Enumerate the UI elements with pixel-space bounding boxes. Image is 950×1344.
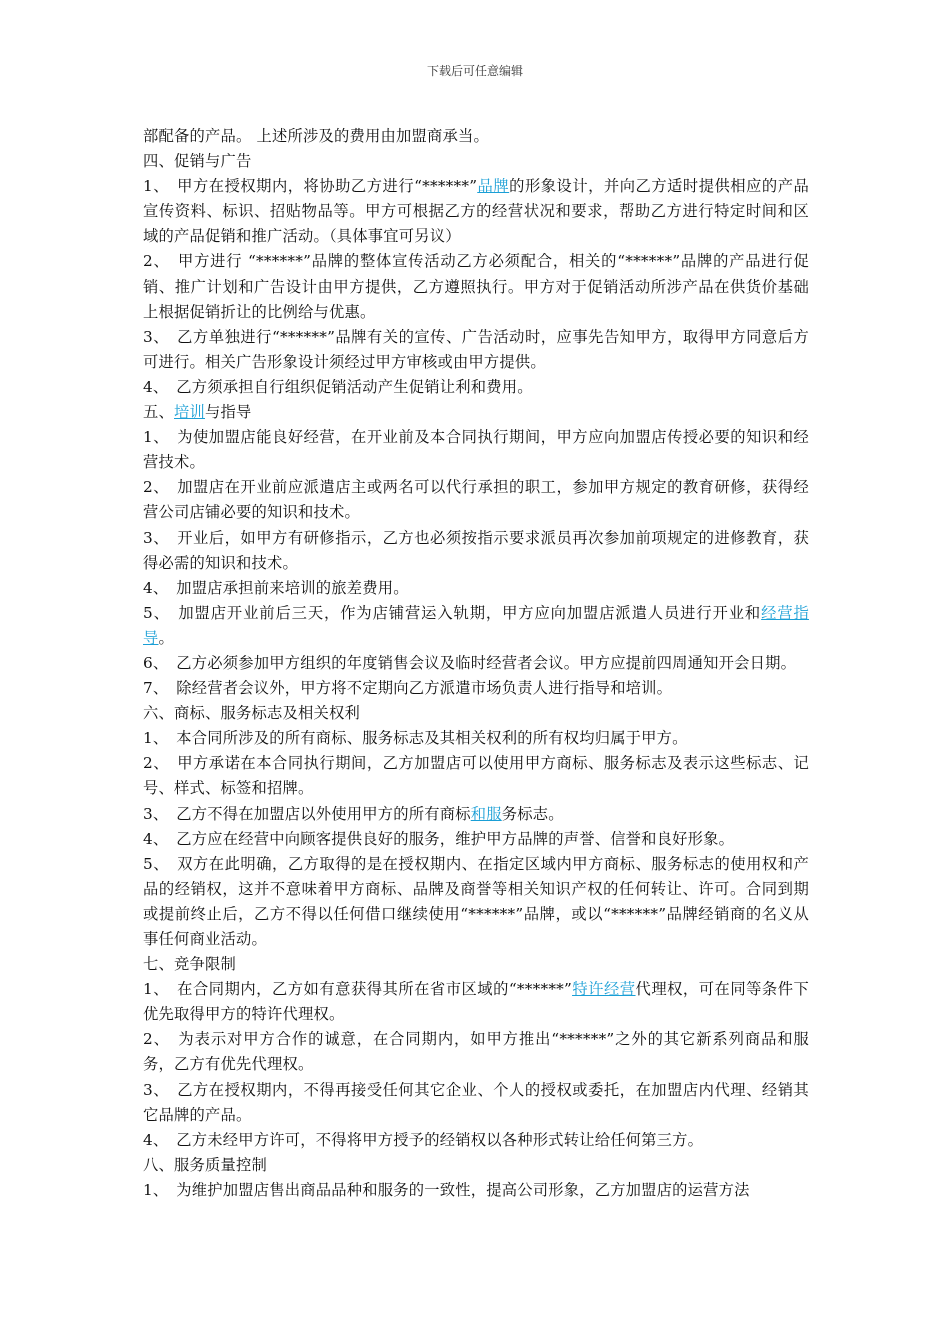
paragraph: [143, 701, 809, 726]
text-run: 6、 乙方必须参加甲方组织的年度销售会议及临时经营者会议。甲方应提前四周通知开会日期。: [143, 653, 797, 672]
text-run: 八、服务质量控制: [143, 1155, 267, 1174]
text-run: 与指导: [205, 403, 252, 422]
paragraph: [143, 174, 809, 249]
text-run: 1、 为使加盟店能良好经营，在开业前及本合同执行期间，甲方应向加盟店传授必要的知识和经营技术。: [143, 428, 809, 472]
text-run: 4、 乙方应在经营中向顾客提供良好的服务，维护甲方品牌的声誉、信誉和良好形象。: [143, 829, 735, 848]
text-run: 代理权，可在同等条件下优先取得甲方的特许代理权。: [143, 980, 810, 1024]
page-header: 下载后可任意编辑: [426, 64, 523, 78]
paragraph: [143, 827, 809, 852]
text-run: 五、: [143, 403, 174, 422]
text-run: 3、 乙方单独进行“******”品牌有关的宣传、广告活动时，应事先告知甲方，取得甲方同意后方可进行。相关广告形象设计须经过甲方审核或由甲方提供。: [143, 327, 809, 371]
paragraph: [143, 1128, 809, 1153]
text-run: 5、 双方在此明确，乙方取得的是在授权期内、在指定区域内甲方商标、服务标志的使用权和产品的经销权，这并不意味着甲方商标、品牌及商誉等相关知识产权的任何转让、许可。合同到期或提前终止后，乙方不得以任何借口继续使用“******”品牌，或以“******”品牌经销商的名义从事任何商业活动。: [143, 854, 809, 948]
text-run: 2、 为表示对甲方合作的诚意，在合同期内，如甲方推出“******”之外的其它新系列商品和服务，乙方有优先代理权。: [143, 1030, 809, 1074]
text-run: 四、促销与广告: [143, 152, 252, 171]
text-run: 1、 为维护加盟店售出商品品种和服务的一致性，提高公司形象，乙方加盟店的运营方法: [143, 1180, 750, 1199]
paragraph: [143, 952, 809, 977]
paragraph: [143, 475, 809, 525]
text-run: 4、 乙方须承担自行组织促销活动产生促销让利和费用。: [143, 377, 533, 396]
paragraph: [143, 1178, 809, 1203]
hyperlink[interactable]: 品牌: [477, 177, 510, 196]
paragraph: [143, 651, 809, 676]
text-run: 4、 乙方未经甲方许可，不得将甲方授予的经销权以各种形式转让给任何第三方。: [143, 1130, 704, 1149]
text-run: 六、商标、服务标志及相关权利: [143, 704, 360, 723]
text-run: 5、 加盟店开业前后三天，作为店铺营运入轨期，甲方应向加盟店派遣人员进行开业和: [143, 603, 762, 622]
text-run: 3、 乙方不得在加盟店以外使用甲方的所有商标: [143, 804, 471, 823]
text-run: 的形象设计，并向乙方适时提供相应的产品宣传资料、标识、招贴物品等。甲方可根据乙方的经营状况和要求，帮助乙方进行特定时间和区域的产品促销和推广活动。（具体事宜可另议）: [143, 177, 809, 246]
text-run: 2、 甲方进行 “******”品牌的整体宣传活动乙方必须配合，相关的“******”品牌的产品进行促销、推广计划和广告设计由甲方提供，乙方遵照执行。甲方对于促销活动所涉产品在供货价基础上根据促销折让的比例给与优惠。: [143, 252, 809, 321]
text-run: 2、 加盟店在开业前应派遣店主或两名可以代行承担的职工，参加甲方规定的教育研修，获得经营公司店铺必要的知识和技术。: [143, 478, 809, 522]
paragraph: [143, 375, 809, 400]
paragraph: [143, 400, 809, 425]
text-run: 1、 在合同期内，乙方如有意获得其所在省市区域的“******”: [143, 980, 573, 999]
document-body: [143, 124, 809, 1203]
text-run: 务标志。: [501, 804, 564, 823]
paragraph: [143, 726, 809, 751]
paragraph: [143, 249, 809, 324]
text-run: 部配备的产品。 上述所涉及的费用由加盟商承当。: [143, 127, 489, 145]
text-run: 七、竞争限制: [143, 955, 236, 974]
hyperlink[interactable]: 经营指导: [143, 603, 809, 647]
paragraph: [143, 526, 809, 576]
paragraph: [143, 325, 809, 375]
paragraph: [143, 676, 809, 701]
text-run: 。: [158, 628, 174, 647]
paragraph: [143, 124, 809, 149]
text-run: 1、 甲方在授权期内，将协助乙方进行“******”: [143, 177, 478, 196]
text-run: 7、 除经营者会议外，甲方将不定期向乙方派遣市场负责人进行指导和培训。: [143, 679, 673, 698]
text-run: 1、 本合同所涉及的所有商标、服务标志及其相关权利的所有权均归属于甲方。: [143, 729, 688, 748]
paragraph: [143, 425, 809, 475]
paragraph: [143, 576, 809, 601]
paragraph: [143, 1027, 809, 1077]
paragraph: [143, 802, 809, 827]
paragraph: [143, 977, 809, 1027]
hyperlink[interactable]: 特许经营: [572, 980, 636, 999]
paragraph: [143, 751, 809, 801]
text-run: 4、 加盟店承担前来培训的旅差费用。: [143, 578, 409, 597]
paragraph: [143, 1078, 809, 1128]
text-run: 3、 乙方在授权期内，不得再接受任何其它企业、个人的授权或委托，在加盟店内代理、经销其它品牌的产品。: [143, 1080, 809, 1124]
paragraph: [143, 149, 809, 174]
text-run: 2、 甲方承诺在本合同执行期间，乙方加盟店可以使用甲方商标、服务标志及表示这些标志、记号、样式、标签和招牌。: [143, 754, 809, 798]
paragraph: [143, 852, 809, 952]
text-run: 3、 开业后，如甲方有研修指示，乙方也必须按指示要求派员再次参加前项规定的进修教育，获得必需的知识和技术。: [143, 528, 809, 572]
paragraph: [143, 1153, 809, 1178]
hyperlink[interactable]: 和服: [470, 804, 502, 823]
hyperlink[interactable]: 培训: [174, 403, 205, 422]
paragraph: [143, 601, 809, 651]
